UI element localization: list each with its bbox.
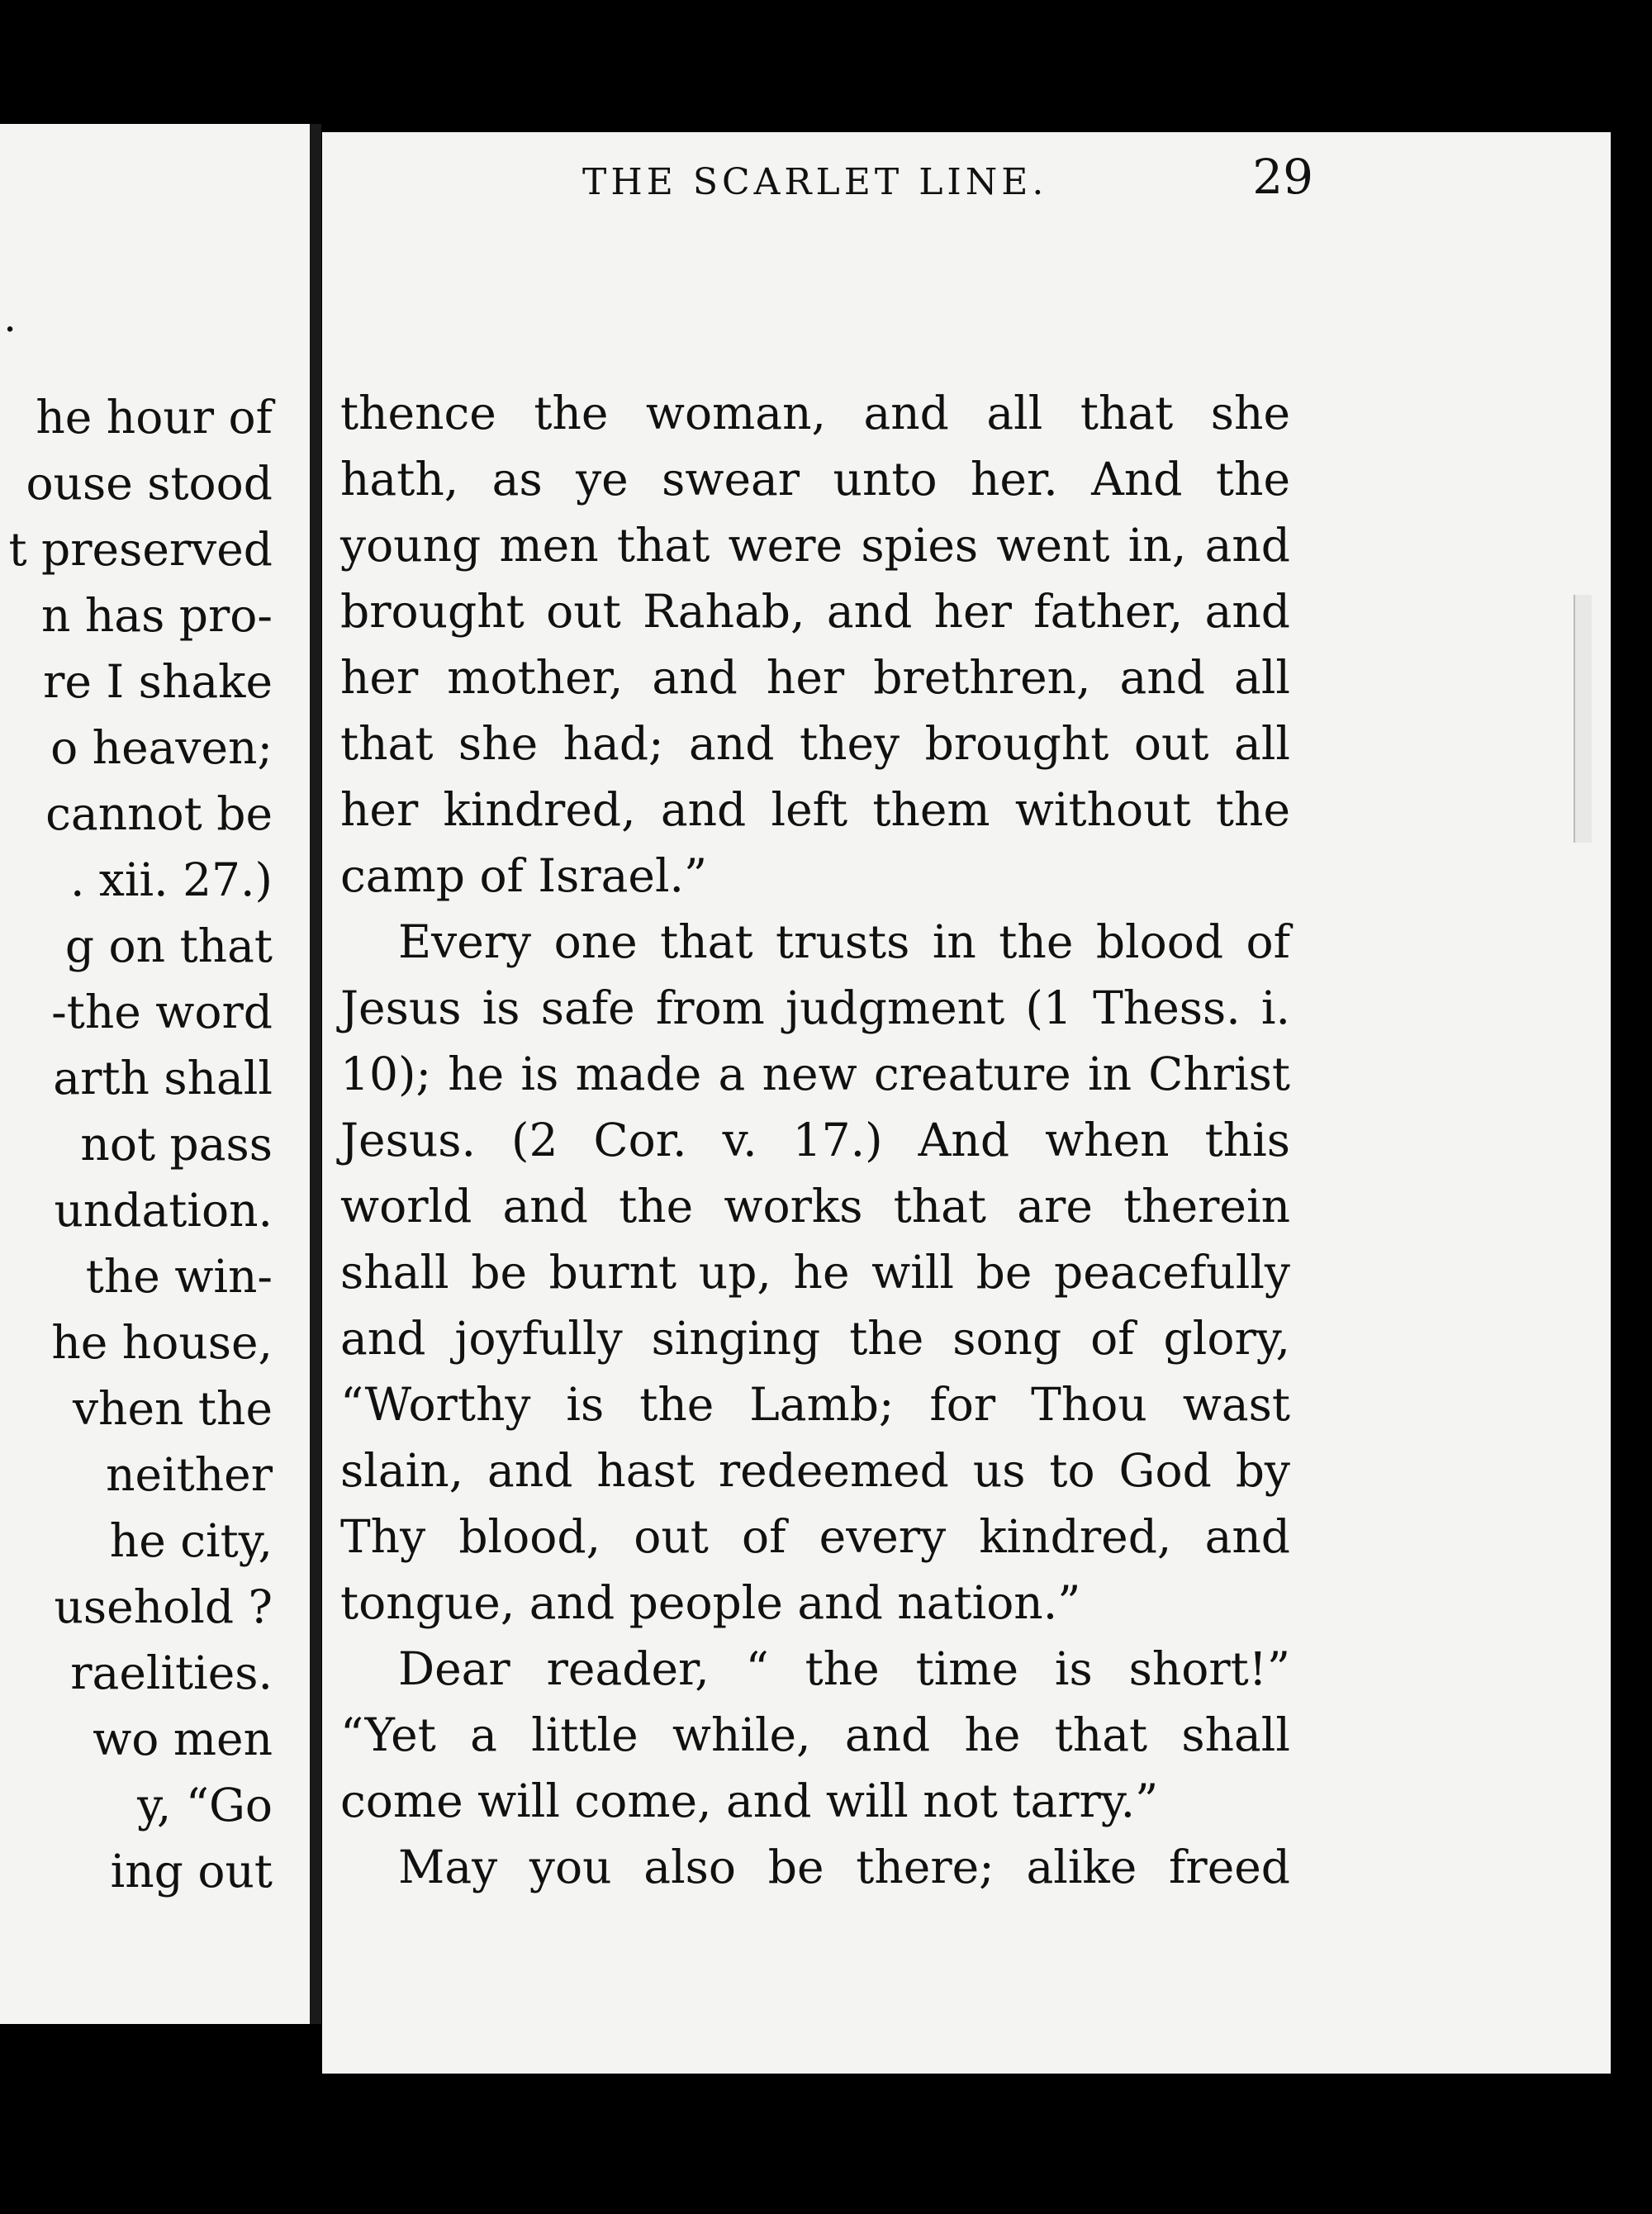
text-line: “Yet a little while, and he that shall (340, 1708, 1290, 1761)
left-page-line: cannot be (45, 787, 273, 840)
text-line: young men that were spies went in, and (340, 519, 1290, 572)
text-line: “Worthy is the Lamb; for Thou wast (340, 1378, 1290, 1431)
text-line: and joyfully singing the song of glory, (340, 1312, 1290, 1365)
text-line: come will come, and will not tarry.” (340, 1775, 1159, 1827)
left-page-line: arth shall (53, 1052, 273, 1105)
left-page-dot: . (3, 293, 17, 341)
text-line: thence the woman, and all that she (340, 387, 1290, 439)
left-page-line: he house, (51, 1316, 273, 1369)
left-page-line: t preserved (8, 523, 273, 576)
page-header (260, 149, 1313, 223)
page-edge-tab (1574, 595, 1592, 843)
left-page-line: usehold ? (54, 1580, 273, 1633)
body-text (340, 380, 1290, 1900)
left-page-line: not pass (80, 1118, 273, 1171)
left-page-line: ouse stood (26, 457, 273, 510)
left-page-line: y, “Go (137, 1779, 273, 1832)
left-page-line: ing out (110, 1845, 273, 1898)
left-page (0, 124, 321, 2024)
text-line: shall be burnt up, he will be peacefully (340, 1246, 1290, 1299)
running-title: THE SCARLET LINE. (582, 161, 1048, 203)
left-page-text (8, 384, 273, 1904)
text-line: May you also be there; alike freed (398, 1841, 1290, 1893)
left-page-line: vhen the (72, 1382, 273, 1435)
left-page-line: wo men (93, 1713, 273, 1765)
left-page-line: raelities. (70, 1646, 273, 1699)
text-line: Dear reader, “ the time is short!” (398, 1642, 1290, 1695)
left-page-line: he hour of (36, 391, 273, 444)
text-line: Jesus is safe from judgment (1 Thess. i. (340, 981, 1290, 1034)
text-line: camp of Israel.” (340, 849, 708, 902)
text-line: world and the works that are therein (340, 1180, 1290, 1233)
text-line: her mother, and her brethren, and all (340, 651, 1290, 704)
text-line: slain, and hast redeemed us to God by (340, 1444, 1290, 1497)
text-line: tongue, and people and nation.” (340, 1576, 1081, 1629)
left-page-line: . xii. 27.) (69, 853, 273, 906)
left-page-line: g on that (64, 919, 273, 972)
text-line: that she had; and they brought out all (340, 717, 1290, 770)
text-line: her kindred, and left them without the (340, 783, 1290, 836)
left-page-line: o heaven; (50, 721, 273, 774)
text-line: Every one that trusts in the blood of (398, 915, 1290, 968)
left-page-line: he city, (109, 1514, 273, 1567)
left-page-line: -the word (51, 986, 273, 1038)
left-page-line: undation. (54, 1184, 273, 1237)
left-page-line: neither (106, 1448, 273, 1501)
text-line: brought out Rahab, and her father, and (340, 585, 1290, 638)
text-line: hath, as ye swear unto her. And the (340, 453, 1290, 506)
text-line: Thy blood, out of every kindred, and (340, 1510, 1290, 1563)
text-line: 10); he is made a new creature in Christ (340, 1048, 1290, 1100)
text-line: Jesus. (2 Cor. v. 17.) And when this (340, 1114, 1290, 1166)
page-number: 29 (1252, 149, 1313, 205)
left-page-line: the win- (85, 1250, 273, 1303)
left-page-line: re I shake (43, 655, 273, 708)
left-page-line: n has pro- (40, 589, 273, 642)
